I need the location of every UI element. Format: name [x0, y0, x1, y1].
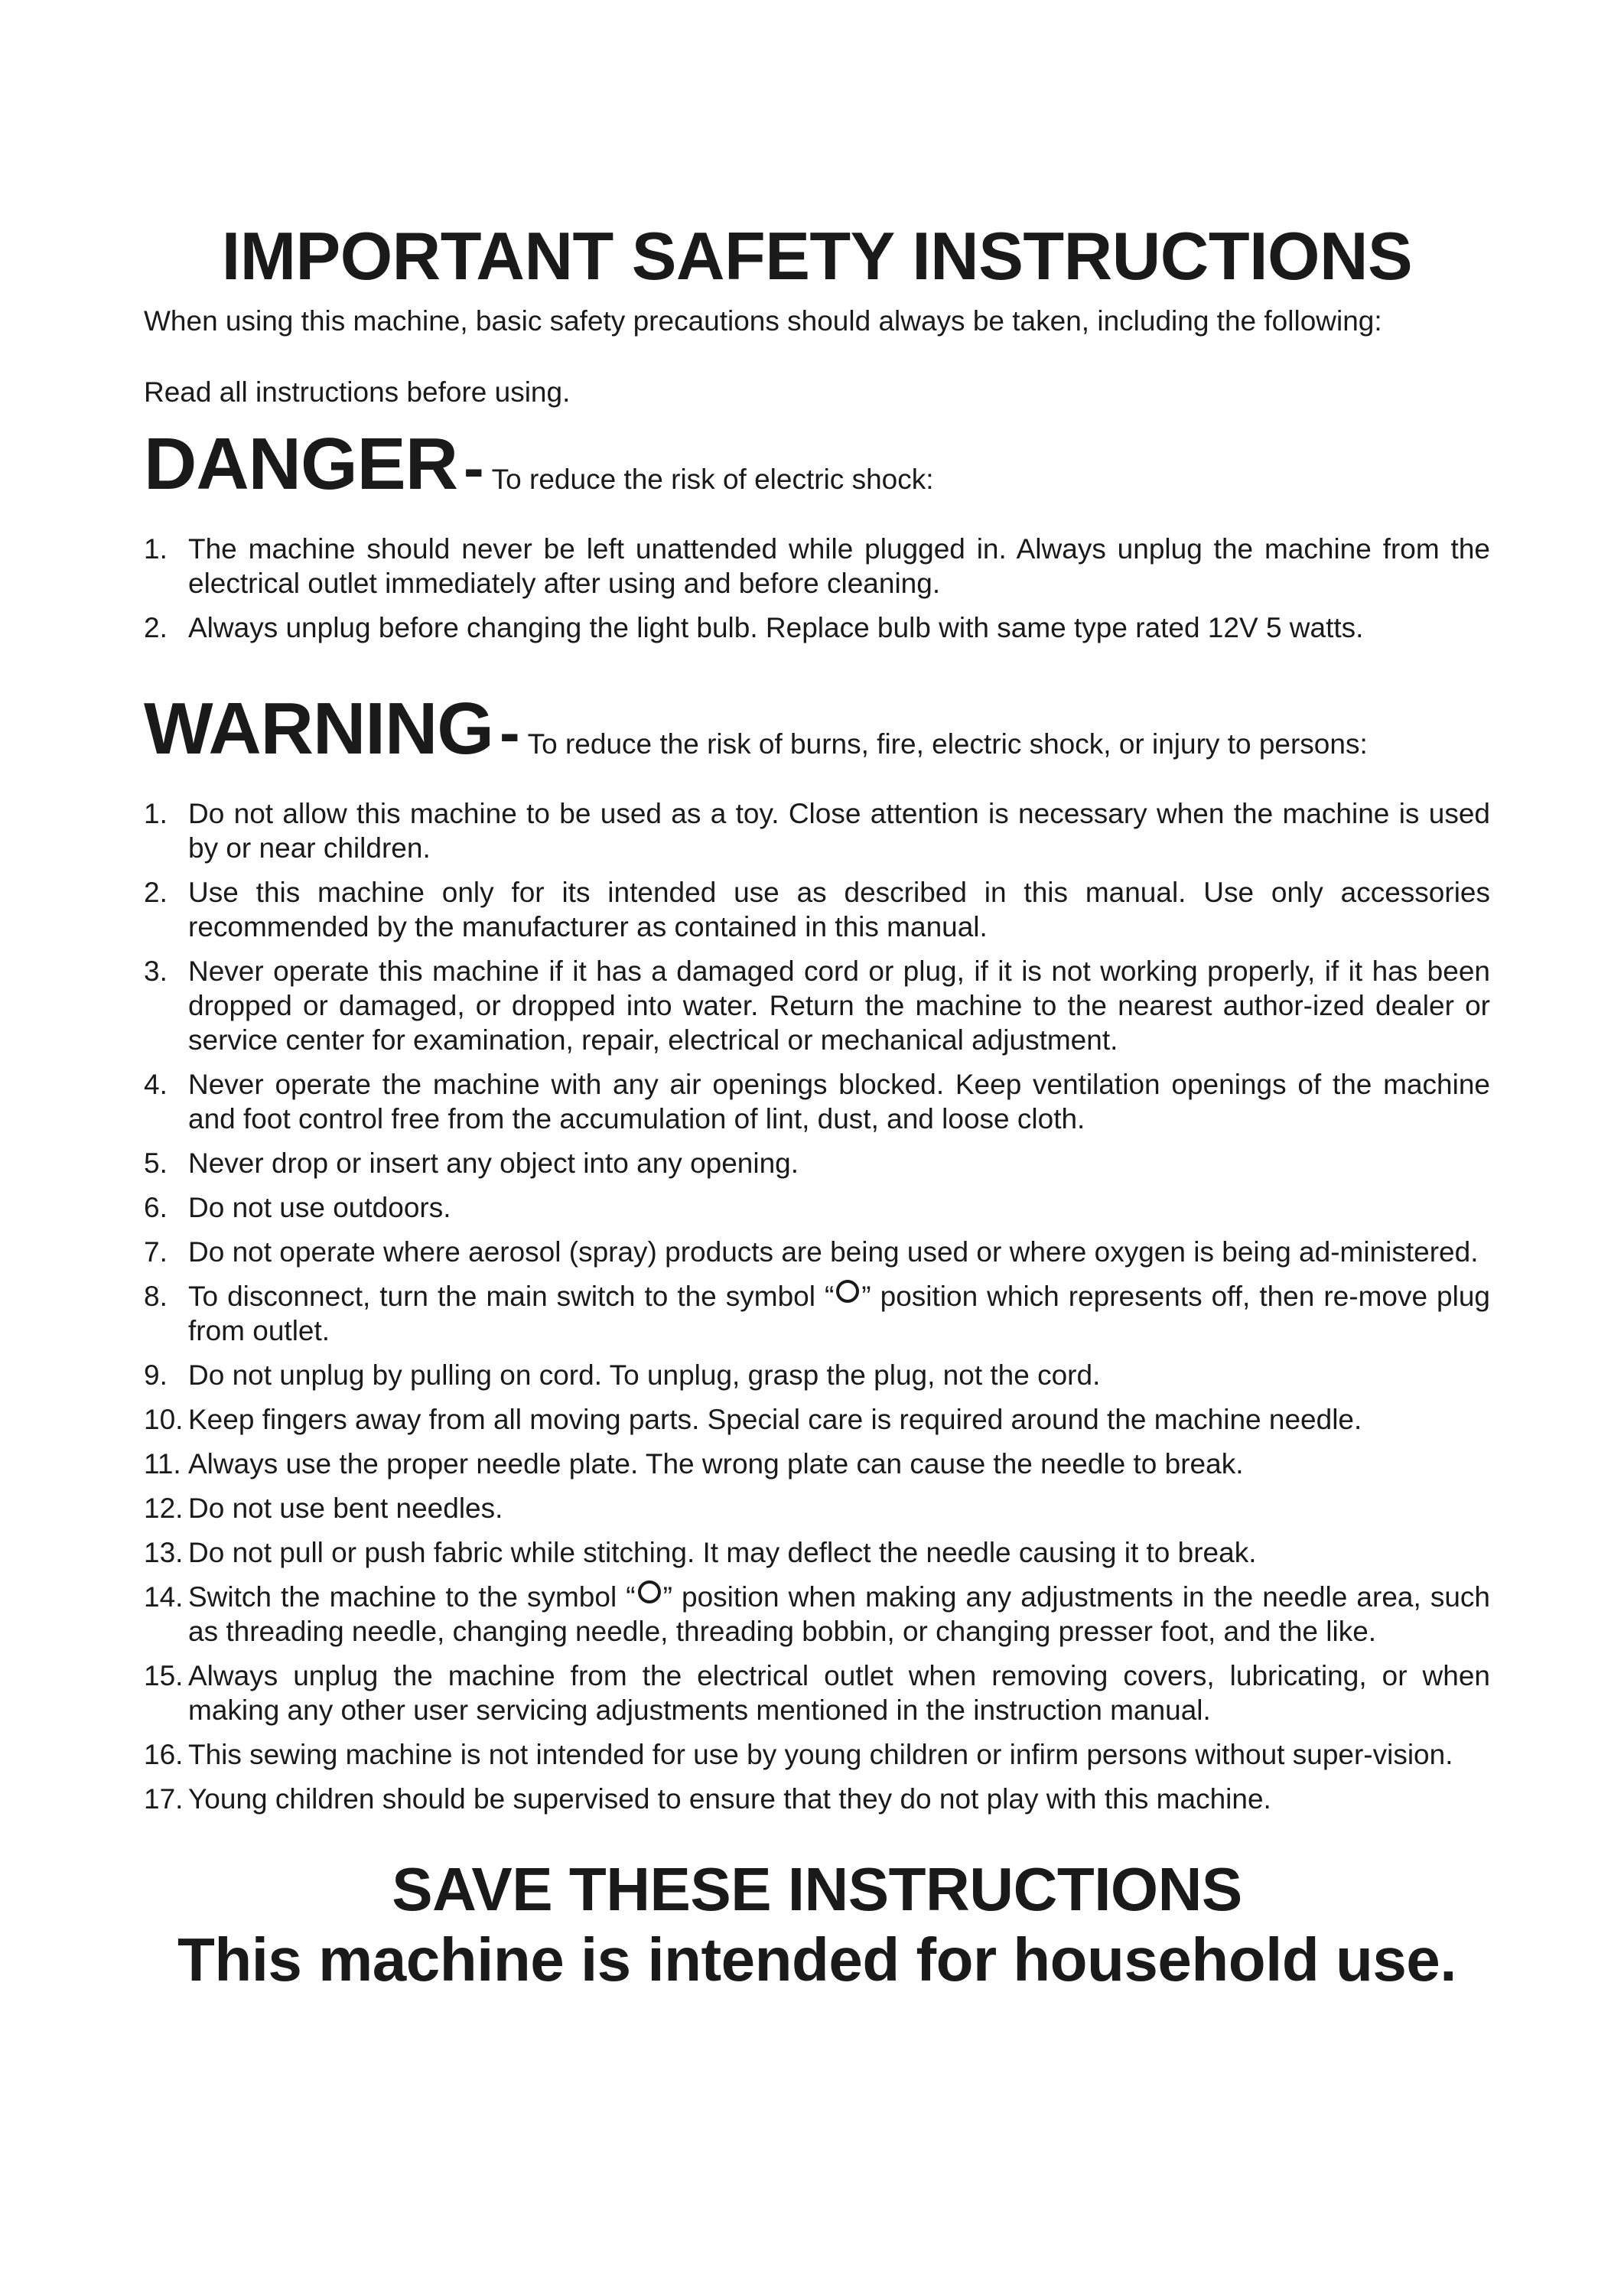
list-item: [144, 1447, 1490, 1481]
item-number: 10.: [144, 1404, 184, 1435]
list-item: [144, 1580, 1490, 1649]
item-text-before: To disconnect, turn the main switch to the symbol “: [188, 1281, 835, 1312]
item-number: 3.: [144, 955, 168, 987]
item-text: Use this machine only for its intended use as described in this manual. Use only accessories recommended by the manufacturer as contained in this manual.: [188, 877, 1490, 942]
item-number: 2.: [144, 877, 168, 908]
off-circle-icon: [638, 1580, 661, 1603]
list-item: [144, 1535, 1490, 1570]
item-text: Always unplug before changing the light bulb. Replace bulb with same type rated 12V 5 watts.: [188, 612, 1364, 643]
item-number: 14.: [144, 1581, 184, 1613]
list-item: [144, 1279, 1490, 1348]
item-text: Do not pull or push fabric while stitching. It may deflect the needle causing it to break.: [188, 1537, 1257, 1568]
item-number: 12.: [144, 1493, 184, 1524]
item-number: 8.: [144, 1281, 168, 1312]
list-item: [144, 1190, 1490, 1225]
danger-heading: [144, 423, 1490, 524]
warning-dash: -: [499, 698, 520, 767]
document-page: [144, 218, 1490, 1995]
item-number: 17.: [144, 1783, 184, 1815]
list-item: [144, 1146, 1490, 1180]
item-text: Do not unplug by pulling on cord. To unplug, grasp the plug, not the cord.: [188, 1359, 1101, 1391]
item-number: 5.: [144, 1148, 168, 1179]
item-number: 16.: [144, 1739, 184, 1770]
list-item: [144, 1402, 1490, 1437]
list-item: [144, 1067, 1490, 1136]
item-text: Keep fingers away from all moving parts. Special care is required around the machine needle.: [188, 1404, 1362, 1435]
item-text: The machine should never be left unattended while plugged in. Always unplug the machine from the electrical outlet immediately after using and before cleaning.: [188, 533, 1490, 599]
warning-heading: [144, 688, 1490, 789]
danger-label: DANGER: [144, 423, 458, 505]
item-number: 2.: [144, 612, 168, 643]
item-text: Always use the proper needle plate. The wrong plate can cause the needle to break.: [188, 1448, 1244, 1480]
household-use-heading: This machine is intended for household use.: [177, 1926, 1457, 1994]
item-text: Do not operate where aerosol (spray) products are being used or where oxygen is being ad-ministered.: [188, 1236, 1479, 1268]
list-item: [144, 796, 1490, 865]
off-circle-icon: [836, 1280, 859, 1303]
save-instructions-heading: SAVE THESE INSTRUCTIONS: [392, 1855, 1242, 1923]
item-text: Never operate this machine if it has a damaged cord or plug, if it is not working properly, if it has been dropped or damaged, or dropped into water. Return the machine to the nearest author-ized dealer or service center for examination, repair, electrical or mechanical adjustment.: [188, 955, 1490, 1056]
item-number: 7.: [144, 1236, 168, 1268]
item-text-after: ” position which represents off, then re-move plug from outlet.: [188, 1281, 1490, 1346]
item-number: 13.: [144, 1537, 184, 1568]
list-item: [144, 954, 1490, 1057]
item-text-before: Switch the machine to the symbol “: [188, 1581, 636, 1613]
item-text-after: ” position when making any adjustments in the needle area, such as threading needle, changing needle, threading bobbin, or changing presser foot, and the like.: [188, 1581, 1490, 1647]
item-number: 4.: [144, 1069, 168, 1100]
warning-subtitle: To reduce the risk of burns, fire, electric shock, or injury to persons:: [527, 728, 1368, 760]
list-item: [144, 1659, 1490, 1727]
list-item: [144, 1737, 1490, 1772]
item-text: Do not use bent needles.: [188, 1493, 503, 1524]
item-text: Young children should be supervised to ensure that they do not play with this machine.: [188, 1783, 1271, 1815]
item-number: 6.: [144, 1192, 168, 1223]
list-item: [144, 1491, 1490, 1525]
list-item: [144, 1358, 1490, 1392]
item-number: 15.: [144, 1660, 184, 1691]
danger-list: [144, 532, 1490, 645]
item-text: This sewing machine is not intended for use by young children or infirm persons without super-vision.: [188, 1739, 1453, 1770]
list-item: [144, 532, 1490, 601]
intro-read-all: Read all instructions before using.: [144, 376, 571, 408]
intro-text: When using this machine, basic safety precautions should always be taken, including the following:: [144, 305, 1382, 337]
warning-list: [144, 796, 1490, 1816]
item-number: 9.: [144, 1359, 168, 1391]
item-number: 11.: [144, 1448, 181, 1480]
item-text: Do not use outdoors.: [188, 1192, 451, 1223]
item-text: Never operate the machine with any air openings blocked. Keep ventilation openings of the machine and foot control free from the accumulation of lint, dust, and loose cloth.: [188, 1069, 1490, 1134]
list-item: [144, 1235, 1490, 1269]
list-item: [144, 1782, 1490, 1816]
list-item: [144, 610, 1490, 645]
item-number: 1.: [144, 533, 168, 565]
item-text: Do not allow this machine to be used as a toy. Close attention is necessary when the machine is used by or near children.: [188, 798, 1490, 864]
warning-label: WARNING: [144, 688, 493, 770]
item-number: 1.: [144, 798, 168, 829]
page-title: IMPORTANT SAFETY INSTRUCTIONS: [221, 218, 1413, 294]
danger-subtitle: To reduce the risk of electric shock:: [491, 464, 934, 495]
danger-dash: -: [464, 434, 484, 502]
item-text: Always unplug the machine from the electrical outlet when removing covers, lubricating, or when making any other user servicing adjustments mentioned in the instruction manual.: [188, 1660, 1490, 1726]
list-item: [144, 875, 1490, 944]
item-text: Never drop or insert any object into any opening.: [188, 1148, 799, 1179]
